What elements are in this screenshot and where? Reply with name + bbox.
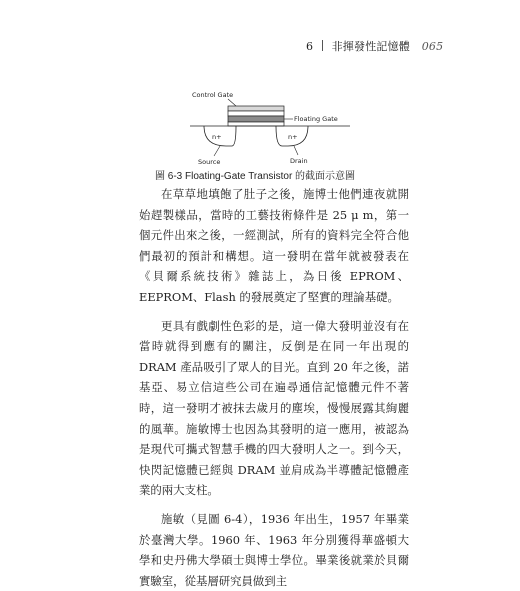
- chapter-number: 6: [306, 40, 314, 53]
- running-header: [306, 38, 443, 54]
- floating-gate-label: Floating Gate: [294, 115, 338, 123]
- page-number: 065: [421, 40, 444, 53]
- body-text: [139, 184, 409, 591]
- figure-caption: 圖 6-3 Floating-Gate Transistor 的截面示意圖: [155, 171, 356, 182]
- header-divider: [322, 40, 323, 51]
- paragraph: 更具有戲劇性色彩的是，這一偉大發明並沒有在當時就得到應有的關注，反倒是在同一年出現的 DRAM 產品吸引了眾人的目光。直到 20 年之後，諾基亞、易立信這些公司在遍尋通信記憶體元件不著時，這一發明才被抹去歲月的塵埃，慢慢展露其絢麗的風華。施敏博士也因為其發明的這一應用，被認為是現代可攜式智慧手機的四大發明人之一。到今天，快閃記憶體已經與 DRAM 並肩成為半導體記憶體產業的兩大支柱。: [139, 318, 409, 498]
- drain-leader: [294, 146, 298, 155]
- source-region-label: n+: [212, 133, 222, 141]
- drain-region-label: n+: [288, 133, 298, 141]
- drain-label: Drain: [290, 157, 308, 165]
- source-label: Source: [198, 158, 221, 166]
- source-leader: [214, 146, 220, 156]
- floating-gate-transistor-figure: [190, 88, 350, 168]
- tunnel-oxide-layer: [228, 122, 284, 126]
- chapter-title: 非揮發性記憶體: [331, 40, 411, 53]
- paragraph: 在草草地填飽了肚子之後，施博士他們連夜就開始趕製樣品，當時的工藝技術條件是 25 μ m，第一個元件出來之後，一經測試，所有的資料完全符合他們最初的預計和構想。這一發明在當年就被發表在《貝爾系統技術》雜誌上，為日後 EPROM、EEPROM、Flash 的發展奠定了堅實的理論基礎。: [139, 187, 409, 304]
- transistor-cross-section-diagram: [190, 88, 350, 168]
- control-gate-leader: [228, 99, 236, 106]
- floating-gate-layer: [228, 116, 284, 122]
- inter-gate-oxide-layer: [228, 111, 284, 116]
- control-gate-label: Control Gate: [192, 91, 234, 99]
- paragraph: 施敏（見圖 6-4），1936 年出生，1957 年畢業於臺灣大學。1960 年、1963 年分別獲得華盛頓大學和史丹佛大學碩士與博士學位。畢業後就業於貝爾實驗室，從基層研究員做到主: [139, 511, 409, 588]
- control-gate-layer: [228, 106, 284, 111]
